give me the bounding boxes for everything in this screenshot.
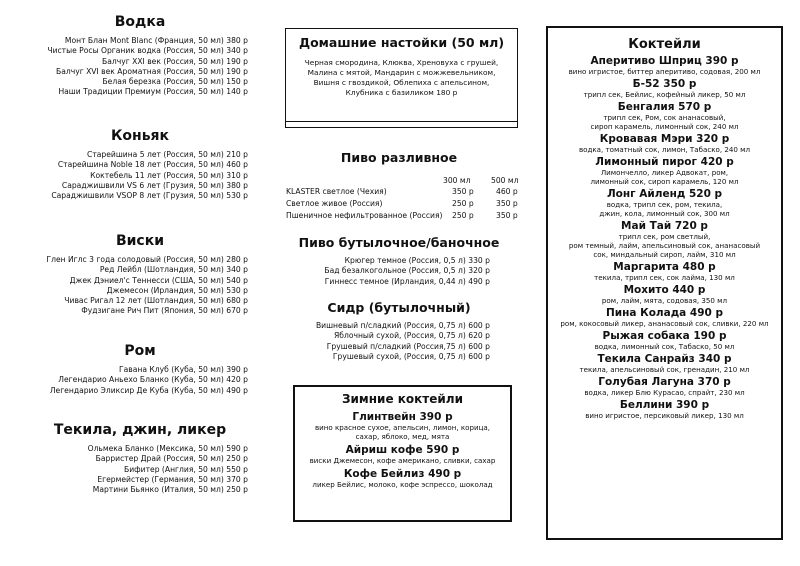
cocktail-desc: водка, трипл сек, ром, текила, (606, 200, 723, 209)
cider-title: Сидр (бутылочный) (327, 300, 471, 315)
whisky-title: Виски (115, 233, 165, 249)
cocktail-desc: водка, томатный сок, лимон, Табаско, 240 мл (578, 145, 751, 154)
cocktail-desc: джин, кола, лимонный сок, 300 мл (599, 209, 730, 218)
cocktail-desc: водка, лимонный сок, Табаско, 50 мл (594, 342, 735, 351)
menu-item: Легендарио Аньехо Бланко (Куба, 50 мл) 420 р (58, 375, 248, 385)
cocktail-desc: сироп карамель, лимонный сок, 240 мл (590, 122, 739, 131)
cocktail-desc: ром, кокосовый ликер, ананасовый сок, сливки, 220 мл (560, 319, 769, 328)
cocktail-desc: виски Джемесон, кофе американо, сливки, сахар (309, 456, 496, 465)
cocktail-name: Беллини 390 р (619, 399, 710, 411)
menu-item: Бифитер (Англия, 50 мл) 550 р (124, 464, 248, 474)
cocktail-desc: текила, трипл сек, сок лайма, 130 мл (594, 273, 735, 282)
draft-beer-section (268, 150, 530, 165)
menu-item: Сараджишвили VS 6 лет (Грузия, 50 мл) 380 р (61, 180, 248, 190)
beer-price: 460 р (496, 187, 518, 196)
menu-item: Коктебель 11 лет (Россия, 50 мл) 310 р (90, 170, 248, 180)
menu-item: Монт Блан Mont Blanc (Франция, 50 мл) 380 р (64, 36, 248, 45)
tequila-section (0, 422, 248, 495)
tincture-line: Клубника с базиликом 180 р (345, 88, 458, 97)
cider-section (268, 300, 530, 362)
menu-item: Ред Лейбл (Шотландия, 50 мл) 340 р (99, 265, 248, 275)
cocktail-desc: вино игристое, биттер аперитиво, содовая, 200 мл (568, 67, 761, 76)
beer-name: Пшеничное нефильтрованное (Россия) (286, 211, 443, 220)
winter-cocktails-box (293, 385, 512, 522)
menu-item: Балчуг XVI век Ароматная (Россия, 50 мл) 190 р (56, 66, 248, 76)
menu-item: Джек Дэниел'с Теннесси (США, 50 мл) 540 р (69, 275, 248, 285)
cocktail-name: Май Тай 720 р (621, 220, 708, 232)
menu-item: Легендарио Эликсир Де Куба (Куба, 50 мл) 490 р (49, 385, 248, 395)
cocktail-desc: трипл сек, ром светлый, (618, 232, 711, 241)
menu-item: Яблочный сухой, (Россия, 0,75 л) 620 р (334, 331, 490, 341)
menu-item: Грушевый п/сладкий (Россия,75 л) 600 р (326, 341, 490, 351)
beer-price: 350 р (496, 211, 518, 220)
menu-item: Вишневый п/сладкий (Россия, 0,75 л) 600 р (315, 321, 490, 330)
menu-item: Старейшина 5 лет (Россия, 50 мл) 210 р (87, 150, 248, 159)
beer-price: 350 р (452, 187, 474, 196)
cocktail-name: Кровавая Мэри 320 р (599, 133, 730, 145)
menu-item: Фудзигане Рич Пит (Япония, 50 мл) 670 р (81, 306, 248, 316)
cocktail-name: Мохито 440 р (623, 284, 706, 296)
whisky-section (0, 233, 248, 317)
menu-item: Егермейстер (Германия, 50 мл) 370 р (97, 474, 248, 484)
cocktail-desc: текила, апельсиновый сок, гренадин, 210 мл (579, 365, 750, 374)
cocktail-name: Бенгалия 570 р (617, 101, 712, 113)
cocktails-title: Коктейли (628, 37, 701, 52)
cocktail-name: Кофе Бейлиз 490 р (343, 468, 462, 480)
cocktail-name: Аперитиво Шприц 390 р (590, 55, 739, 67)
beer-name: KLASTER светлое (Чехия) (286, 187, 387, 196)
menu-item: Грушевый сухой, (Россия, 0,75 л) 600 р (332, 351, 490, 361)
rum-section (0, 343, 248, 396)
beer-name: Светлое живое (Россия) (286, 199, 383, 208)
menu-item: Белая березка (Россия, 50 мл) 150 р (102, 77, 248, 87)
menu-item: Крюгер темное (Россия, 0,5 л) 330 р (344, 256, 490, 265)
tincture-line: Малина с мятой, Мандарин с можжевельником, (307, 68, 496, 77)
menu-item: Джемесон (Ирландия, 50 мл) 530 р (106, 285, 248, 295)
cocktail-desc: ром, лайм, мята, содовая, 350 мл (601, 296, 728, 305)
bottled-beer-title: Пиво бутылочное/баночное (298, 235, 500, 250)
cocktail-desc: ликер Бейлис, молоко, кофе эспрессо, шоколад (312, 480, 493, 489)
cocktail-desc: трипл сек, Ром, сок ананасовый, (603, 113, 726, 122)
cocktail-name: Голубая Лагуна 370 р (598, 376, 731, 388)
menu-item: Наши Традиции Премиум (Россия, 50 мл) 140 р (58, 87, 248, 97)
cocktail-name: Текила Санрайз 340 р (597, 353, 732, 365)
menu-item: Сараджишвили VSOP 8 лет (Грузия, 50 мл) 530 р (51, 191, 248, 201)
tinctures-box (285, 28, 518, 128)
cocktail-desc: вино красное сухое, апельсин, лимон, корица, (314, 423, 491, 432)
cocktail-name: Лонг Айленд 520 р (606, 188, 723, 200)
menu-item: Мартини Бьянко (Италия, 50 мл) 250 р (92, 485, 248, 495)
tequila-title: Текила, джин, ликер (53, 422, 227, 438)
cocktail-desc: сахар, яблоко, мед, мята (355, 432, 450, 441)
tincture-line: Черная смородина, Клюква, Хреновуха с грушей, (304, 58, 499, 67)
cocktail-name: Пина Колада 490 р (605, 307, 724, 319)
cocktail-name: Глинтвейн 390 р (352, 411, 453, 423)
cocktail-desc: сок, миндальный сироп, лайм, 310 мл (593, 250, 736, 259)
cocktail-desc: Лимончелло, ликер Адвокат, ром, (600, 168, 729, 177)
tinctures-title: Домашние настойки (50 мл) (298, 35, 505, 50)
cocktail-desc: вино игристое, персиковый ликер, 130 мл (585, 411, 744, 420)
beer-price: 250 р (452, 199, 474, 208)
menu-item: Глен Иглс 3 года солодовый (Россия, 50 мл) 280 р (46, 255, 248, 264)
menu-item: Чистые Росы Органик водка (Россия, 50 мл) 340 р (47, 46, 248, 56)
volume-header: 500 мл (491, 176, 519, 185)
tincture-line: Вишня с гвоздикой, Облепиха с апельсином, (313, 78, 490, 87)
cocktails-box (546, 26, 783, 540)
draft-beer-title: Пиво разливное (340, 150, 458, 165)
winter-cocktails-title: Зимние коктейли (342, 392, 463, 406)
menu-item: Чивас Ригал 12 лет (Шотландия, 50 мл) 680 р (64, 296, 248, 306)
menu-item: Гавана Клуб (Куба, 50 мл) 390 р (118, 365, 248, 374)
beer-price: 350 р (496, 199, 518, 208)
cognac-section (0, 128, 248, 201)
volume-header: 300 мл (443, 176, 471, 185)
menu-item: Ольмека Бланко (Мексика, 50 мл) 590 р (87, 444, 248, 453)
menu-item: Гиннесс темное (Ирландия, 0,44 л) 490 р (324, 276, 490, 286)
beer-price: 250 р (452, 211, 474, 220)
menu-item: Балчуг XXI век (Россия, 50 мл) 190 р (102, 56, 248, 66)
cocktail-name: Лимонный пирог 420 р (595, 156, 734, 168)
cocktail-desc: водка, ликер Блю Курасао, спрайт, 230 мл (584, 388, 745, 397)
rum-title: Ром (124, 343, 156, 359)
cocktail-desc: трипл сек, Бейлис, кофейный ликер, 50 мл (583, 90, 746, 99)
menu-item: Барристер Драй (Россия, 50 мл) 250 р (95, 454, 248, 464)
vodka-title: Водка (114, 14, 166, 30)
cognac-title: Коньяк (110, 128, 170, 144)
cocktail-desc: ром темный, лайм, апельсиновый сок, ананасовый (568, 241, 761, 250)
bottled-beer-section (268, 235, 530, 287)
cocktail-name: Рыжая собака 190 р (602, 330, 727, 342)
divider (285, 121, 518, 122)
cocktail-name: Б-52 350 р (632, 78, 697, 90)
cocktail-name: Маргарита 480 р (613, 261, 716, 273)
menu-item: Старейшина Noble 18 лет (Россия, 50 мл) 460 р (57, 160, 248, 170)
cocktail-name: Айриш кофе 590 р (345, 444, 460, 456)
cocktail-desc: лимонный сок, сироп карамель, 120 мл (590, 177, 739, 186)
vodka-section (0, 14, 248, 98)
menu-item: Бад безалкогольное (Россия, 0,5 л) 320 р (324, 266, 490, 276)
